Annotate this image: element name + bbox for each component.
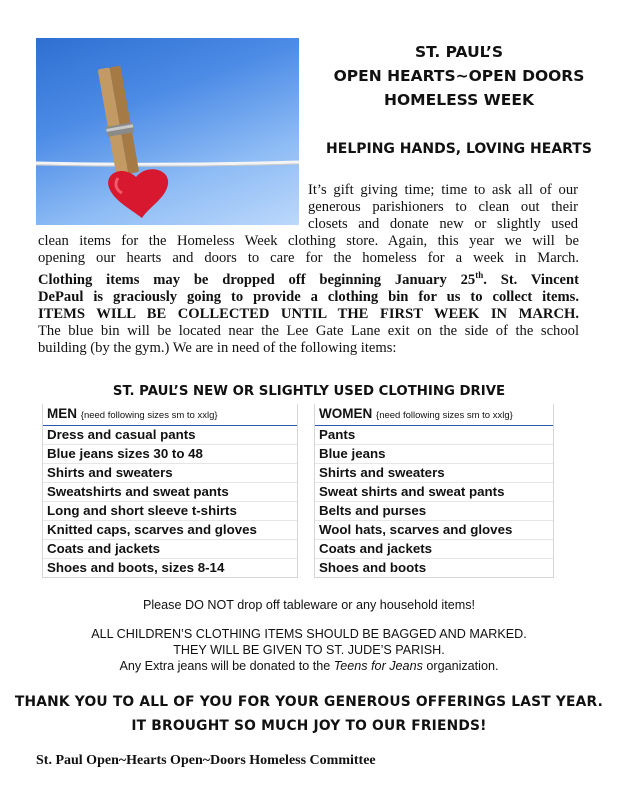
jeans-notice: Any Extra jeans will be donated to the Teens for Jeans organization. <box>119 659 499 673</box>
table-row: Knitted caps, scarves and gloves <box>43 521 297 540</box>
table-row: Blue jeans sizes 30 to 48 <box>43 445 297 464</box>
clothing-drive-title: ST. PAUL’S NEW OR SLIGHTLY USED CLOTHING DRIVE <box>112 384 506 399</box>
body-line: clean items for the Homeless Week clothing store. Again, this year we will be <box>38 233 579 249</box>
thanks-line-1: THANK YOU TO ALL OF YOU FOR YOUR GENEROUS OFFERINGS LAST YEAR. <box>14 694 604 710</box>
tableware-notice: Please DO NOT drop off tableware or any household items! <box>142 598 476 612</box>
table-row: Wool hats, scarves and gloves <box>315 521 553 540</box>
title-line-2: OPEN HEARTS~OPEN DOORS <box>333 67 585 85</box>
depaul-line: DePaul is graciously going to provide a clothing bin for us to collect items. <box>38 288 579 305</box>
clothespin-heart-icon <box>36 38 299 225</box>
table-row: Dress and casual pants <box>43 426 297 445</box>
table-row: Coats and jackets <box>315 540 553 559</box>
collection-deadline: ITEMS WILL BE COLLECTED UNTIL THE FIRST WEEK IN MARCH. <box>38 305 579 322</box>
body-line: opening our hearts and doors to care for the homeless for a week in March. <box>38 250 579 266</box>
body-line: building (by the gym.) We are in need of the following items: <box>38 339 397 356</box>
committee-signature: St. Paul Open~Hearts Open~Doors Homeless Committee <box>36 753 376 768</box>
subtitle: HELPING HANDS, LOVING HEARTS <box>326 141 592 157</box>
body-line: The blue bin will be located near the Lee Gate Lane exit on the side of the school <box>38 322 579 339</box>
intro-line: It’s gift giving time; time to ask all of our <box>308 182 578 198</box>
women-table-header: WOMEN {need following sizes sm to xxlg} <box>315 404 553 426</box>
table-row: Blue jeans <box>315 445 553 464</box>
children-notice-1: ALL CHILDREN’S CLOTHING ITEMS SHOULD BE BAGGED AND MARKED. <box>91 627 527 641</box>
title-line-1: ST. PAUL’S <box>414 43 504 61</box>
table-row: Sweatshirts and sweat pants <box>43 483 297 502</box>
intro-paragraph-right <box>308 182 578 233</box>
title-line-3: HOMELESS WEEK <box>384 91 534 109</box>
table-row: Pants <box>315 426 553 445</box>
drop-off-line: Clothing items may be dropped off beginning January 25th. St. Vincent <box>38 270 579 288</box>
children-notice-2: THEY WILL BE GIVEN TO ST. JUDE’S PARISH. <box>173 643 445 657</box>
intro-line: closets and donate new or slightly used <box>308 216 578 232</box>
women-items-table <box>314 404 554 578</box>
table-row: Belts and purses <box>315 502 553 521</box>
table-row: Shoes and boots <box>319 560 427 575</box>
table-row: Shirts and sweaters <box>43 464 297 483</box>
men-items-table <box>42 404 298 578</box>
men-table-header: MEN {need following sizes sm to xxlg} <box>43 404 297 426</box>
table-row: Shirts and sweaters <box>315 464 553 483</box>
intro-line: generous parishioners to clean out their <box>308 199 578 215</box>
clothespin-heart-photo <box>36 38 299 225</box>
table-row: Long and short sleeve t-shirts <box>43 502 297 521</box>
thanks-line-2: IT BROUGHT SO MUCH JOY TO OUR FRIENDS! <box>131 718 487 734</box>
table-row: Coats and jackets <box>43 540 297 559</box>
table-row: Sweat shirts and sweat pants <box>315 483 553 502</box>
table-row: Shoes and boots, sizes 8-14 <box>47 560 225 575</box>
intro-paragraph-body <box>38 233 579 357</box>
